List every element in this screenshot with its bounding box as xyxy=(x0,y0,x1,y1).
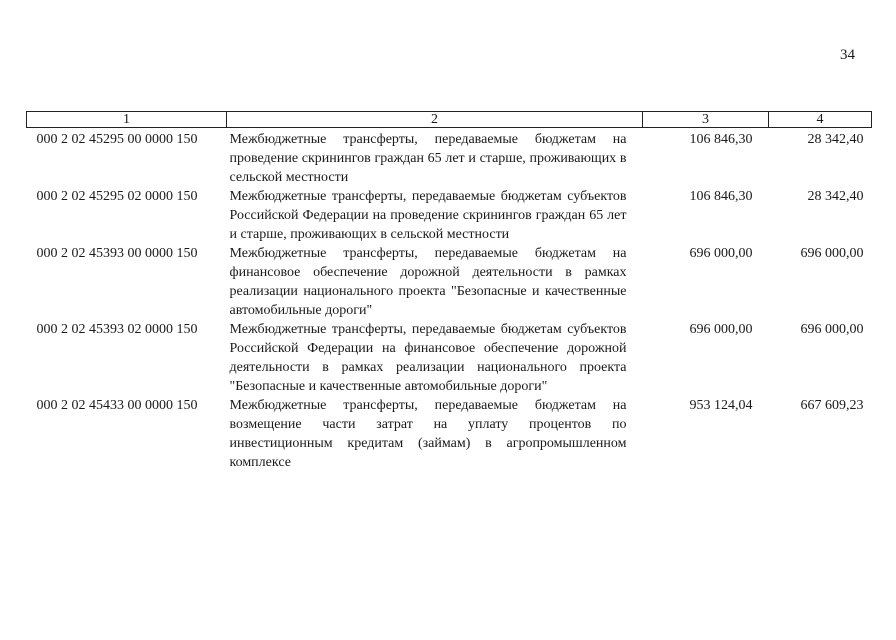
column-header-1: 1 xyxy=(27,112,227,128)
table-row xyxy=(27,396,872,472)
amount-col4: 667 609,23 xyxy=(800,398,864,413)
item-description: Межбюджетные трансферты, передаваемые бюджетам на финансовое обеспечение дорожной деятельности в рамках реализации национального проекта "Безопасные и качественные автомобильные дороги" xyxy=(229,246,627,318)
table-row xyxy=(27,187,872,244)
budget-table xyxy=(26,111,872,472)
amount-col3: 696 000,00 xyxy=(689,322,753,337)
budget-code: 000 2 02 45393 00 0000 150 xyxy=(36,246,198,261)
amount-col4: 696 000,00 xyxy=(800,246,864,261)
item-description: Межбюджетные трансферты, передаваемые бюджетам субъектов Российской Федерации на финансовое обеспечение дорожной деятельности в рамках реализации национального проекта "Безопасные и качественные автомобильные дороги" xyxy=(229,322,627,394)
amount-col3: 106 846,30 xyxy=(689,189,753,204)
budget-code: 000 2 02 45295 00 0000 150 xyxy=(36,132,198,147)
column-header-4: 4 xyxy=(769,112,872,128)
amount-col4: 696 000,00 xyxy=(800,322,864,337)
table-header-row xyxy=(27,112,872,128)
amount-col3: 953 124,04 xyxy=(689,398,753,413)
amount-col3: 696 000,00 xyxy=(689,246,753,261)
table-row xyxy=(27,128,872,188)
amount-col4: 28 342,40 xyxy=(807,189,864,204)
amount-col4: 28 342,40 xyxy=(807,132,864,147)
budget-code: 000 2 02 45433 00 0000 150 xyxy=(36,398,198,413)
item-description: Межбюджетные трансферты, передаваемые бюджетам субъектов Российской Федерации на проведение скринингов граждан 65 лет и старше, проживающих в сельской местности xyxy=(229,189,627,242)
column-header-2: 2 xyxy=(227,112,643,128)
budget-code: 000 2 02 45393 02 0000 150 xyxy=(36,322,198,337)
item-description: Межбюджетные трансферты, передаваемые бюджетам на проведение скринингов граждан 65 лет и старше, проживающих в сельской местности xyxy=(229,132,627,185)
page-number: 34 xyxy=(840,47,855,63)
table-row xyxy=(27,320,872,396)
column-header-3: 3 xyxy=(643,112,769,128)
table-row xyxy=(27,244,872,320)
budget-code: 000 2 02 45295 02 0000 150 xyxy=(36,189,198,204)
item-description: Межбюджетные трансферты, передаваемые бюджетам на возмещение части затрат на уплату процентов по инвестиционным кредитам (займам) в агропромышленном комплексе xyxy=(229,398,627,470)
amount-col3: 106 846,30 xyxy=(689,132,753,147)
